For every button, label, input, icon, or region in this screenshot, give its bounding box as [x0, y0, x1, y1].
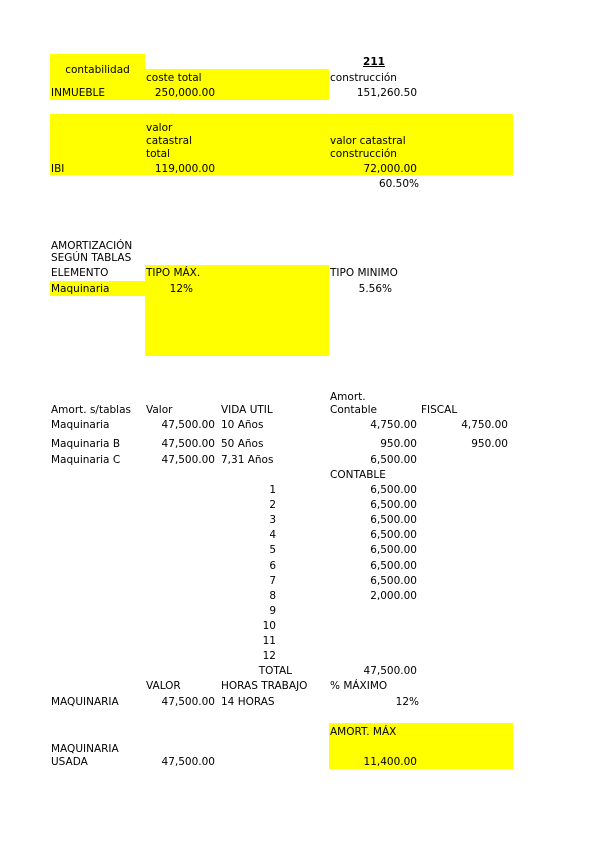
- horas-value: 14 HORAS: [221, 696, 275, 708]
- row-vida: 7,31 Años: [221, 454, 274, 466]
- contable-label: CONTABLE: [330, 469, 386, 481]
- fiscal-header: FISCAL: [421, 404, 458, 416]
- horas-valor: 47,500.00: [161, 696, 215, 708]
- valor-catastral-total-line3: total: [146, 148, 171, 160]
- year-number: 5: [269, 544, 276, 556]
- usada-valor: 47,500.00: [161, 756, 215, 768]
- row-name: Maquinaria: [51, 419, 110, 431]
- ibi-total-value: 119,000.00: [154, 163, 215, 175]
- coste-total-value: 250,000.00: [154, 87, 215, 99]
- valor-catastral-construccion-line1: valor catastral: [330, 135, 406, 147]
- row-vida: 10 Años: [221, 419, 264, 431]
- row-contable: 950.00: [380, 438, 417, 450]
- year-number: 10: [262, 620, 276, 632]
- year-value: 6,500.00: [370, 514, 417, 526]
- amort-tablas-header: Amort. s/tablas: [51, 404, 131, 416]
- year-number: 12: [262, 650, 276, 662]
- maquinaria-label: Maquinaria: [51, 283, 110, 295]
- usada-label-line1: MAQUINARIA: [51, 743, 119, 755]
- vida-util-header: VIDA UTIL: [221, 404, 273, 416]
- account-number: 211: [363, 56, 385, 68]
- year-value: 6,500.00: [370, 544, 417, 556]
- maquinaria-horas-label: MAQUINARIA: [51, 696, 119, 708]
- ibi-label: IBI: [51, 163, 65, 175]
- year-number: 8: [269, 590, 276, 602]
- row-name: Maquinaria B: [51, 438, 121, 450]
- row-valor: 47,500.00: [161, 419, 215, 431]
- amort-max-value: 11,400.00: [363, 756, 417, 768]
- row-fiscal: 4,750.00: [461, 419, 508, 431]
- year-number: 7: [269, 575, 276, 587]
- row-contable: 6,500.00: [370, 454, 417, 466]
- row-valor: 47,500.00: [161, 454, 215, 466]
- year-value: 2,000.00: [370, 590, 417, 602]
- amort-contable-header-line2: Contable: [330, 404, 378, 416]
- highlight-ibi: [50, 114, 513, 175]
- total-value: 47,500.00: [363, 665, 417, 677]
- maximo-value: 12%: [395, 696, 419, 708]
- ibi-construccion-value: 72,000.00: [363, 163, 417, 175]
- construccion-label: construcción: [330, 72, 397, 84]
- year-value: 6,500.00: [370, 560, 417, 572]
- year-number: 2: [269, 499, 276, 511]
- year-number: 3: [269, 514, 276, 526]
- amortizacion-title-line2: SEGÚN TABLAS: [51, 252, 132, 264]
- tipo-min-value: 5.56%: [358, 283, 392, 295]
- ibi-percent: 60.50%: [378, 178, 419, 190]
- year-value: 6,500.00: [370, 575, 417, 587]
- row-name: Maquinaria C: [51, 454, 121, 466]
- maximo-header: % MÁXIMO: [330, 680, 388, 692]
- amort-max-label: AMORT. MÁX: [330, 726, 397, 738]
- valor-catastral-total-line2: catastral: [146, 135, 193, 147]
- usada-label-line2: USADA: [51, 756, 88, 768]
- tipo-min-header: TIPO MINIMO: [330, 267, 398, 279]
- contabilidad-label: contabilidad: [65, 64, 130, 76]
- tipo-max-value: 12%: [169, 283, 193, 295]
- row-contable: 4,750.00: [370, 419, 417, 431]
- construccion-value: 151,260.50: [356, 87, 417, 99]
- horas-valor-header: VALOR: [146, 680, 181, 692]
- row-valor: 47,500.00: [161, 438, 215, 450]
- tipo-max-header: TIPO MÁX.: [146, 267, 201, 279]
- row-fiscal: 950.00: [471, 438, 508, 450]
- year-number: 6: [269, 560, 276, 572]
- year-number: 4: [269, 529, 276, 541]
- year-number: 11: [262, 635, 276, 647]
- year-value: 6,500.00: [370, 529, 417, 541]
- inmueble-label: INMUEBLE: [51, 87, 106, 99]
- year-number: 1: [269, 484, 276, 496]
- horas-trabajo-header: HORAS TRABAJO: [221, 680, 308, 692]
- row-vida: 50 Años: [221, 438, 264, 450]
- valor-header: Valor: [146, 404, 173, 416]
- total-label: TOTAL: [258, 665, 292, 677]
- valor-catastral-total-line1: valor: [146, 122, 173, 134]
- amort-contable-header-line1: Amort.: [330, 391, 366, 403]
- year-value: 6,500.00: [370, 499, 417, 511]
- year-value: 6,500.00: [370, 484, 417, 496]
- valor-catastral-construccion-line2: construcción: [330, 148, 397, 160]
- amortizacion-title-line1: AMORTIZACIÓN: [51, 240, 133, 252]
- year-number: 9: [269, 605, 276, 617]
- elemento-header: ELEMENTO: [51, 267, 109, 279]
- coste-total-label: coste total: [146, 72, 202, 84]
